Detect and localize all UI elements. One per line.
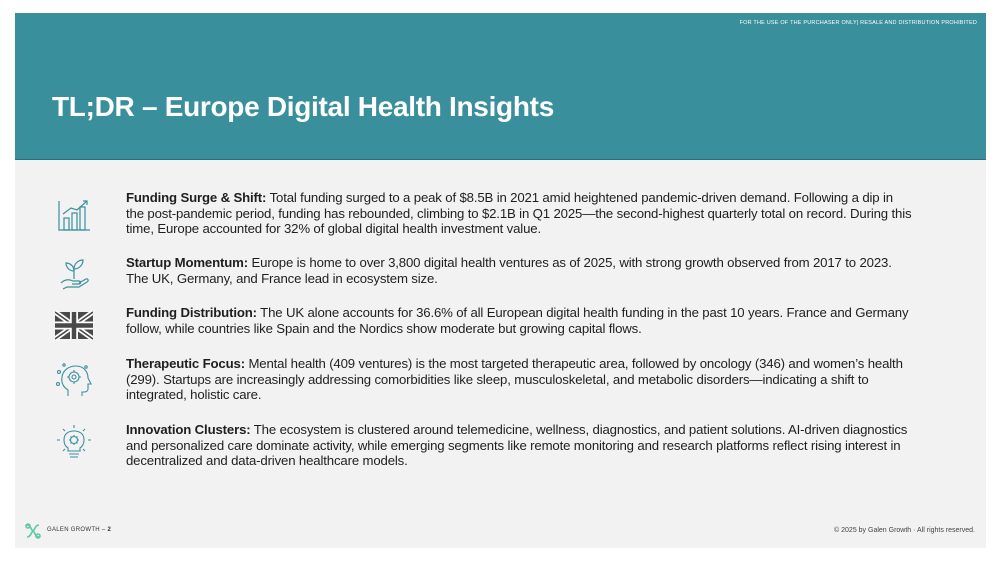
slide	[15, 13, 986, 548]
insight-body: The UK alone accounts for 36.6% of all European digital health funding in the past 10 years. France and Germany follow, while countries like Spain and the Nordics show moderate but growing capital flows.	[126, 305, 909, 336]
lightbulb-gear-icon	[55, 424, 93, 462]
insight-text	[126, 305, 912, 336]
insight-text	[126, 356, 912, 403]
sprout-hand-icon	[55, 255, 93, 293]
insight-heading: Startup Momentum:	[126, 255, 248, 270]
header-banner	[15, 13, 986, 160]
insight-heading: Innovation Clusters:	[126, 422, 251, 437]
uk-flag-icon	[55, 307, 93, 345]
insight-heading: Therapeutic Focus:	[126, 356, 245, 371]
distribution-notice: FOR THE USE OF THE PURCHASER ONLY| RESALE AND DISTRIBUTION PROHIBITED	[739, 20, 977, 26]
insight-body: Europe is home to over 3,800 digital health ventures as of 2025, with strong growth observed from 2017 to 2023. The UK, Germany, and France lead in ecosystem size.	[126, 255, 892, 286]
footer-brand-name: GALEN GROWTH	[47, 527, 100, 533]
bar-chart-growth-icon	[55, 196, 93, 234]
insight-heading: Funding Surge & Shift:	[126, 190, 267, 205]
footer-page-number: 2	[107, 527, 112, 533]
insight-heading: Funding Distribution:	[126, 305, 257, 320]
insight-text	[126, 422, 912, 469]
footer-brand	[47, 527, 111, 533]
galen-growth-logo-icon	[24, 522, 42, 540]
mental-health-head-icon	[55, 362, 93, 400]
insight-text	[126, 255, 912, 286]
insight-body: Total funding surged to a peak of $8.5B in 2021 amid heightened pandemic-driven demand. Following a dip in the post-pandemic period, funding has rebounded, climbing to $2.1B in Q1 2025—the second-highest quarterly total on record. During this time, Europe accounted for 32% of global digital health investment value.	[126, 190, 912, 237]
insight-text	[126, 190, 912, 237]
insight-body: The ecosystem is clustered around telemedicine, wellness, diagnostics, and patient solutions. AI-driven diagnostics and personalized care dominate activity, while emerging segments like remote monitoring and research platforms reflect rising interest in decentralized and data-driven healthcare models.	[126, 422, 908, 469]
footer-separator: –	[99, 527, 108, 533]
page-title: TL;DR – Europe Digital Health Insights	[52, 91, 554, 122]
insight-body: Mental health (409 ventures) is the most targeted therapeutic area, followed by oncology (346) and women’s health (299). Startups are increasingly addressing comorbidities like sleep, musculoskeletal, and metabolic disorders—indicating a shift to integrated, holistic care.	[126, 356, 903, 403]
footer-copyright: © 2025 by Galen Growth · All rights reserved.	[834, 527, 975, 534]
